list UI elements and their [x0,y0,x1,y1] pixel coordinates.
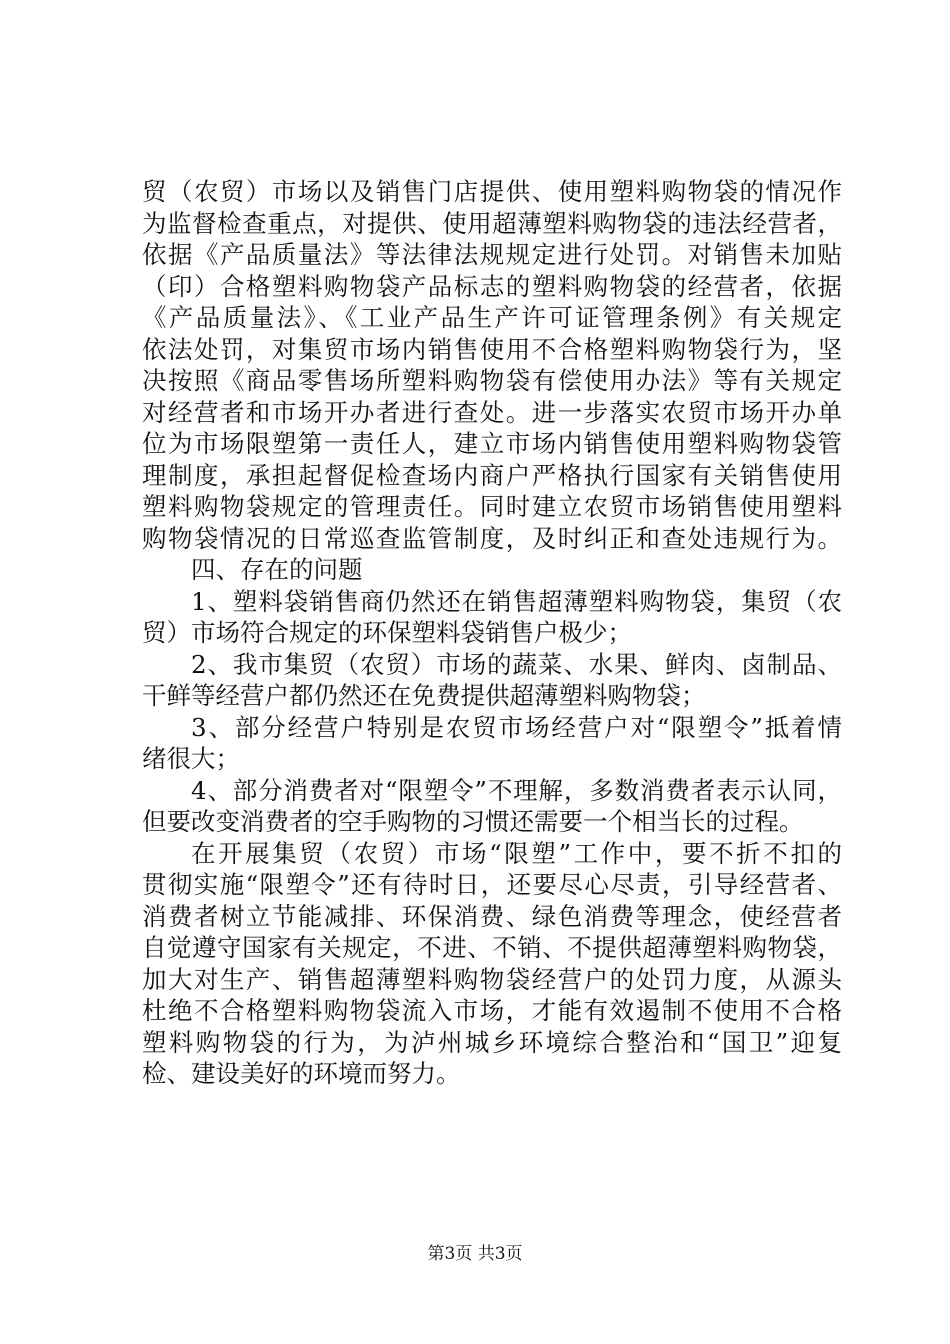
text-line: 《产品质量法》、《工业产品生产许可证管理条例》有关规定 [142,303,842,332]
text-line: 杜绝不合格塑料购物袋流入市场，才能有效遏制不使用不合格 [142,996,842,1025]
text-line: 但要改变消费者的空手购物的习惯还需要一个相当长的过程。 [142,807,804,836]
text-line: 贸）市场符合规定的环保塑料袋销售户极少； [142,618,632,647]
text-line: 决按照《商品零售场所塑料购物袋有偿使用办法》等有关规定 [142,366,842,395]
text-line: 塑料购物袋规定的管理责任。同时建立农贸市场销售使用塑料 [142,492,842,521]
text-line: 1、塑料袋销售商仍然还在销售超薄塑料购物袋，集贸（农 [191,586,842,616]
document-body [142,176,842,1090]
text-line: 四、存在的问题 [191,555,363,584]
text-line: 理制度，承担起督促检查场内商户严格执行国家有关销售使用 [142,460,842,490]
text-line: 购物袋情况的日常巡查监管制度，及时纠正和查处违规行为。 [142,523,842,553]
text-line: 4、部分消费者对“限塑令”不理解，多数消费者表示认同， [191,775,842,805]
text-line: 干鲜等经营户都仍然还在免费提供超薄塑料购物袋； [142,681,706,710]
text-line: 绪很大； [142,744,240,773]
text-line: 依据《产品质量法》等法律法规规定进行处罚。对销售未加贴 [142,240,842,269]
text-line: 3、部分经营户特别是农贸市场经营户对“限塑令”抵着情 [191,712,842,742]
text-line: 检、建设美好的环境而努力。 [142,1059,461,1088]
text-line: 自觉遵守国家有关规定，不进、不销、不提供超薄塑料购物袋， [142,933,842,962]
text-line: 对经营者和市场开办者进行查处。进一步落实农贸市场开办单 [142,397,842,427]
text-line: 为监督检查重点，对提供、使用超薄塑料购物袋的违法经营者， [142,208,842,238]
text-line: 贯彻实施“限塑令”还有待时日，还要尽心尽责，引导经营者、 [142,870,842,899]
text-line: 消费者树立节能减排、环保消费、绿色消费等理念，使经营者 [142,901,842,931]
text-line: 2、我市集贸（农贸）市场的蔬菜、水果、鲜肉、卤制品、 [191,649,842,679]
text-line: 塑料购物袋的行为，为泸州城乡环境综合整治和“国卫”迎复 [142,1027,842,1057]
text-line: 在开展集贸（农贸）市场“限塑”工作中，要不折不扣的 [191,838,842,868]
page-footer: 第3页 共3页 [427,1244,523,1264]
text-line: 贸（农贸）市场以及销售门店提供、使用塑料购物袋的情况作 [142,177,842,206]
text-line: 依法处罚，对集贸市场内销售使用不合格塑料购物袋行为，坚 [142,334,842,364]
text-line: （印）合格塑料购物袋产品标志的塑料购物袋的经营者，依据 [142,271,842,301]
text-line: 加大对生产、销售超薄塑料购物袋经营户的处罚力度，从源头 [142,964,842,994]
text-line: 位为市场限塑第一责任人，建立市场内销售使用塑料购物袋管 [142,429,842,458]
